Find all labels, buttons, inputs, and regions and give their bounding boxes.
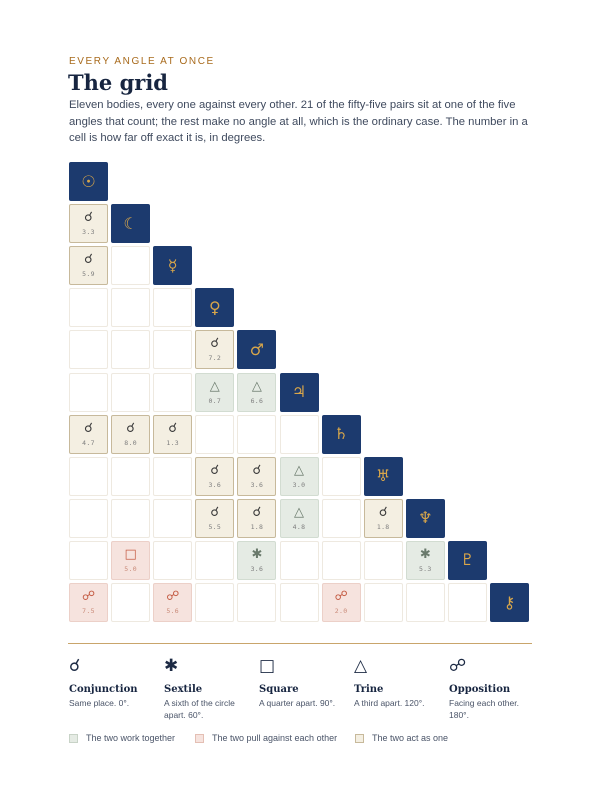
empty-cell xyxy=(153,499,192,538)
orb-value: 3.6 xyxy=(250,564,264,573)
trine-icon: △ xyxy=(209,378,220,394)
key-label: The two act as one xyxy=(372,733,449,743)
key-one xyxy=(355,733,448,743)
swatch-together xyxy=(69,734,78,743)
aspect-cell-conjunction xyxy=(153,415,192,454)
aspect-cell-opposition xyxy=(69,583,108,622)
empty-cell xyxy=(153,288,192,327)
empty-cell xyxy=(69,330,108,369)
legend-desc: A third apart. 120°. xyxy=(354,698,425,708)
body-cell xyxy=(322,415,361,454)
empty-cell xyxy=(280,415,319,454)
body-cell xyxy=(406,499,445,538)
empty-cell xyxy=(237,415,276,454)
legend-opposition xyxy=(449,655,539,721)
legend-square xyxy=(259,655,349,710)
empty-cell xyxy=(111,583,150,622)
opposition-icon: ☍ xyxy=(449,656,467,676)
empty-cell xyxy=(69,373,108,412)
aspect-cell-conjunction xyxy=(69,246,108,285)
empty-cell xyxy=(322,541,361,580)
empty-cell xyxy=(69,288,108,327)
conjunction-icon: ☌ xyxy=(210,504,220,520)
jupiter-icon: ♃ xyxy=(291,382,307,401)
swatch-one xyxy=(355,734,364,743)
sextile-icon: ✱ xyxy=(419,546,431,562)
empty-cell xyxy=(153,373,192,412)
orb-value: 1.3 xyxy=(166,438,179,447)
trine-icon: △ xyxy=(294,504,304,520)
empty-cell xyxy=(280,583,319,622)
orb-value: 5.0 xyxy=(124,564,137,573)
empty-cell xyxy=(111,457,150,496)
aspect-cell-trine xyxy=(280,457,319,496)
empty-cell xyxy=(322,499,361,538)
aspect-cell-sextile xyxy=(406,541,445,580)
empty-cell xyxy=(69,499,108,538)
key-label: The two work together xyxy=(86,733,176,743)
conjunction-icon: ☌ xyxy=(126,420,135,436)
aspect-cell-conjunction xyxy=(195,457,234,496)
saturn-icon: ♄ xyxy=(333,424,349,444)
opposition-icon: ☍ xyxy=(334,589,348,604)
orb-value: 3.6 xyxy=(250,480,264,489)
sextile-icon: ✱ xyxy=(251,546,263,562)
conjunction-icon: ☌ xyxy=(84,420,93,436)
aspect-cell-conjunction xyxy=(69,415,108,454)
orb-value: 7.5 xyxy=(82,607,95,615)
key-together xyxy=(69,733,175,743)
aspect-cell-conjunction xyxy=(69,204,108,243)
aspect-cell-conjunction xyxy=(195,330,234,369)
aspect-cell-opposition xyxy=(153,583,192,622)
empty-cell xyxy=(111,246,150,285)
legend-desc: A sixth of the circle apart. 60°. xyxy=(164,698,235,720)
empty-cell xyxy=(448,583,487,622)
orb-value: 8.0 xyxy=(124,438,137,447)
orb-value: 1.8 xyxy=(250,522,264,531)
square-icon: □ xyxy=(259,656,276,676)
orb-value: 7.2 xyxy=(208,354,222,363)
intro-text: Eleven bodies, every one against every other. 21 of the fifty-five pairs sit at one of the five angles that count; the rest make no angle at all, which is the ordinary case. The number in a cell is how far off exact it is, in degrees. xyxy=(69,99,528,144)
uranus-icon: ♅ xyxy=(376,466,391,486)
legend-name: Square xyxy=(259,684,299,695)
orb-value: 5.9 xyxy=(82,270,95,279)
trine-icon: △ xyxy=(251,378,262,394)
empty-cell xyxy=(153,541,192,580)
legend-name: Conjunction xyxy=(69,684,138,695)
legend-sextile xyxy=(164,655,254,721)
empty-cell xyxy=(111,373,150,412)
empty-cell xyxy=(195,541,234,580)
empty-cell xyxy=(111,288,150,327)
key-label: The two pull against each other xyxy=(212,733,338,743)
key-against xyxy=(195,733,337,743)
empty-cell xyxy=(237,583,276,622)
body-cell xyxy=(195,288,234,327)
orb-value: 5.5 xyxy=(208,522,222,531)
empty-cell xyxy=(153,330,192,369)
orb-value: 4.7 xyxy=(82,438,95,447)
orb-value: 5.3 xyxy=(418,564,432,573)
neptune-icon: ♆ xyxy=(418,508,433,528)
empty-cell xyxy=(69,541,108,580)
empty-cell xyxy=(195,583,234,622)
aspect-cell-conjunction xyxy=(195,499,234,538)
empty-cell xyxy=(406,583,445,622)
conjunction-icon: ☌ xyxy=(252,462,262,478)
orb-value: 4.8 xyxy=(292,522,306,531)
venus-icon: ♀ xyxy=(208,297,221,317)
orb-value: 5.6 xyxy=(166,607,179,615)
swatch-against xyxy=(195,734,204,743)
aspect-cell-conjunction xyxy=(237,457,276,496)
square-icon: □ xyxy=(124,546,137,562)
chiron-icon: ⚷ xyxy=(503,592,516,612)
body-cell xyxy=(153,246,192,285)
eyebrow: EVERY ANGLE AT ONCE xyxy=(69,56,215,67)
legend-conjunction xyxy=(69,655,159,710)
conjunction-icon: ☌ xyxy=(252,504,262,520)
page-title: The grid xyxy=(68,70,168,95)
orb-value: 3.0 xyxy=(292,480,306,489)
aspect-cell-square xyxy=(111,541,150,580)
body-cell xyxy=(280,373,319,412)
orb-value: 3.3 xyxy=(82,228,95,237)
empty-cell xyxy=(69,457,108,496)
aspect-cell-conjunction xyxy=(237,499,276,538)
body-cell xyxy=(111,204,150,243)
body-cell xyxy=(364,457,403,496)
conjunction-icon: ☌ xyxy=(69,656,81,676)
legend-desc: Facing each other. 180°. xyxy=(449,698,519,720)
mars-icon: ♂ xyxy=(249,339,265,359)
legend-desc: A quarter apart. 90°. xyxy=(259,698,336,708)
empty-cell xyxy=(364,541,403,580)
empty-cell xyxy=(111,499,150,538)
orb-value: 0.7 xyxy=(208,396,222,405)
sun-icon: ☉ xyxy=(81,171,96,191)
empty-cell xyxy=(322,457,361,496)
aspect-cell-trine xyxy=(195,373,234,412)
orb-value: 6.6 xyxy=(250,396,264,405)
conjunction-icon: ☌ xyxy=(378,504,388,520)
body-cell xyxy=(448,541,487,580)
conjunction-icon: ☌ xyxy=(84,252,93,268)
conjunction-icon: ☌ xyxy=(210,336,220,352)
aspect-cell-trine xyxy=(237,373,276,412)
aspect-cell-opposition xyxy=(322,583,361,622)
empty-cell xyxy=(111,330,150,369)
legend-name: Trine xyxy=(354,684,384,695)
orb-value: 3.6 xyxy=(208,480,222,489)
opposition-icon: ☍ xyxy=(166,589,180,604)
aspect-cell-conjunction xyxy=(111,415,150,454)
divider xyxy=(68,643,532,644)
mercury-icon: ☿ xyxy=(167,255,178,275)
aspect-cell-trine xyxy=(280,499,319,538)
sextile-icon: ✱ xyxy=(164,656,179,676)
conjunction-icon: ☌ xyxy=(168,420,178,436)
body-cell xyxy=(69,162,108,201)
orb-value: 2.0 xyxy=(334,607,348,615)
conjunction-icon: ☌ xyxy=(210,462,220,478)
legend-desc: Same place. 0°. xyxy=(69,698,130,708)
empty-cell xyxy=(280,541,319,580)
opposition-icon: ☍ xyxy=(81,589,96,604)
moon-icon: ☾ xyxy=(123,213,138,233)
legend-name: Opposition xyxy=(449,684,511,695)
body-cell xyxy=(237,330,276,369)
legend-trine xyxy=(354,655,444,710)
empty-cell xyxy=(364,583,403,622)
trine-icon: △ xyxy=(354,656,368,676)
aspect-cell-conjunction xyxy=(364,499,403,538)
orb-value: 1.8 xyxy=(376,522,390,531)
conjunction-icon: ☌ xyxy=(84,210,93,226)
pluto-icon: ♇ xyxy=(460,550,475,570)
body-cell xyxy=(490,583,529,622)
trine-icon: △ xyxy=(294,462,304,478)
legend-name: Sextile xyxy=(164,684,203,695)
empty-cell xyxy=(153,457,192,496)
aspect-cell-sextile xyxy=(237,541,276,580)
empty-cell xyxy=(195,415,234,454)
